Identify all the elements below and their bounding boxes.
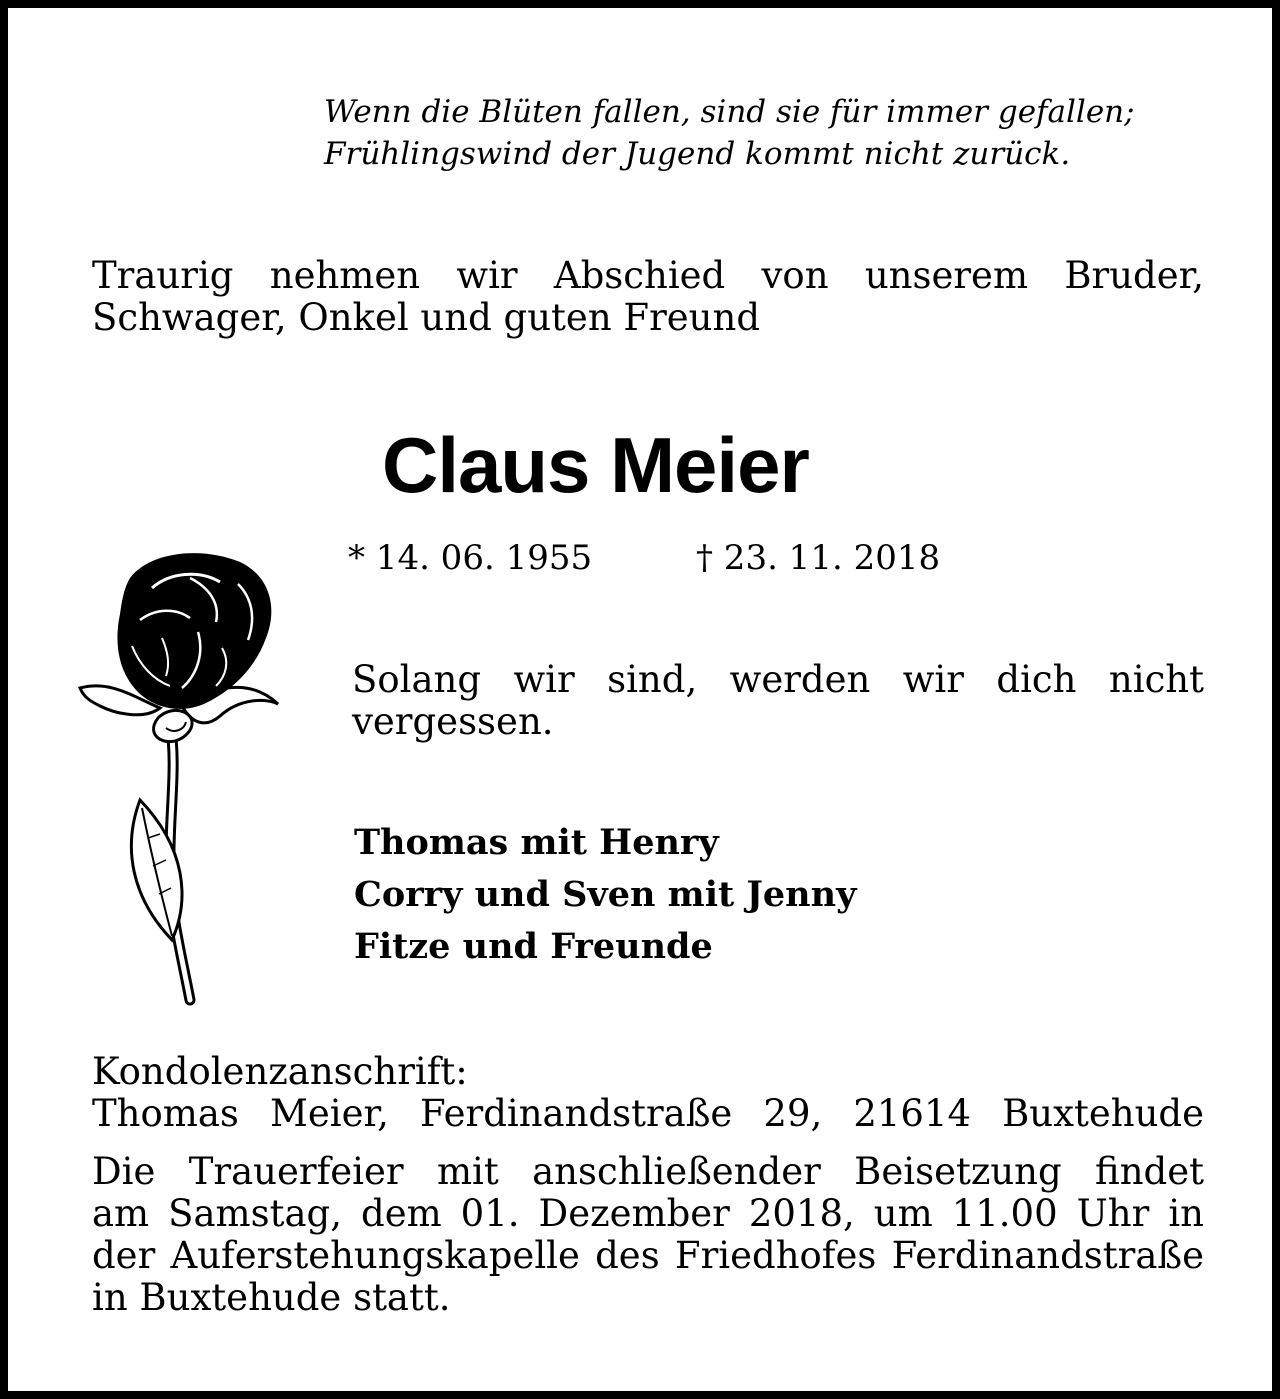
- service-line-4: in Buxtehude statt.: [92, 1276, 451, 1319]
- mourner-line: Fitze und Freunde: [354, 926, 713, 967]
- intro-line-1: Traurig nehmen wir Abschied von unserem Bruder,: [92, 254, 1204, 297]
- deceased-name: Claus Meier: [382, 421, 809, 509]
- birth-date: * 14. 06. 1955: [348, 538, 593, 578]
- condolence-block: [92, 1050, 1204, 1140]
- motto-line-2: Frühlingswind der Jugend kommt nicht zurück.: [324, 136, 1071, 172]
- mourner-line: Thomas mit Henry: [354, 822, 719, 863]
- intro-line-2: Schwager, Onkel und guten Freund: [92, 296, 761, 339]
- condolence-label: Kondolenzanschrift:: [92, 1050, 468, 1093]
- death-date: † 23. 11. 2018: [696, 538, 941, 578]
- intro-text: [92, 254, 1204, 344]
- service-line-1: Die Trauerfeier mit anschließender Beisetzung findet: [92, 1150, 1204, 1193]
- mourner-line: Corry und Sven mit Jenny: [354, 874, 857, 915]
- verse-text: [352, 658, 1204, 748]
- condolence-address: Thomas Meier, Ferdinandstraße 29, 21614 Buxtehude: [92, 1092, 1204, 1135]
- verse-line-1: Solang wir sind, werden wir dich nicht: [352, 658, 1204, 701]
- motto-line-1: Wenn die Blüten fallen, sind sie für immer gefallen;: [324, 94, 1135, 130]
- service-line-3: der Auferstehungskapelle des Friedhofes Ferdinandstraße: [92, 1234, 1204, 1277]
- verse-line-2: vergessen.: [352, 700, 554, 743]
- service-line-2: am Samstag, dem 01. Dezember 2018, um 11.00 Uhr in: [92, 1192, 1204, 1235]
- service-block: [92, 1150, 1204, 1320]
- rose-icon: [70, 548, 290, 1008]
